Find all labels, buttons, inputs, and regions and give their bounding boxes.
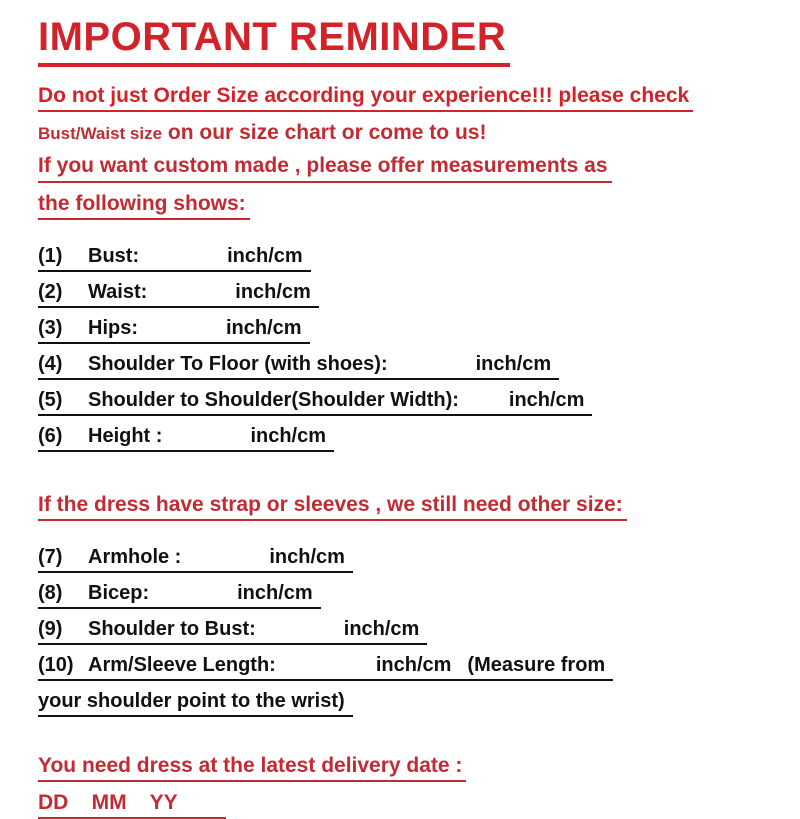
measurement-row-2: [38, 280, 319, 308]
measurement-row-8: [38, 581, 321, 609]
measurement-list-2: [38, 545, 780, 717]
measurement-unit: inch/cm: [269, 545, 345, 568]
intro-line-2-small: Bust/Waist size: [38, 124, 163, 144]
measurement-unit: inch/cm: [237, 581, 313, 604]
measurement-label: Hips:: [88, 316, 138, 339]
measurement-label: Waist:: [88, 280, 148, 303]
page-title: IMPORTANT REMINDER: [38, 14, 510, 67]
measurement-unit: inch/cm: [250, 424, 327, 447]
measurement-unit: inch/cm: [475, 352, 552, 375]
measurement-number: (10): [38, 653, 74, 676]
section-2-heading: If the dress have strap or sleeves , we still need other size:: [38, 492, 627, 521]
measurement-number: (1): [38, 244, 63, 267]
measurement-number: (2): [38, 280, 63, 303]
measurement-row-10-wrap: your shoulder point to the wrist): [38, 689, 353, 717]
intro-line-1: Do not just Order Size according your experience!!! please check: [38, 83, 693, 112]
measurement-row-1: [38, 244, 311, 272]
delivery-date-heading: You need dress at the latest delivery date :: [38, 753, 466, 782]
measurement-list: [38, 244, 780, 452]
measurement-label: Shoulder to Shoulder(Shoulder Width):: [88, 388, 459, 411]
measurement-unit: inch/cm: [226, 316, 302, 339]
measurement-row-9: [38, 617, 427, 645]
intro-line-3: If you want custom made , please offer measurements as: [38, 153, 612, 182]
measurement-label: Arm/Sleeve Length:: [88, 653, 276, 676]
delivery-date-fields: DD MM YY: [38, 790, 226, 819]
measurement-number: (9): [38, 617, 63, 640]
measurement-number: (8): [38, 581, 63, 604]
measurement-number: (4): [38, 352, 63, 375]
measurement-label: Bust:: [88, 244, 140, 267]
measurement-row-6: [38, 424, 334, 452]
intro-line-2-rest: on our size chart or come to us!: [162, 121, 487, 145]
measurement-label: Shoulder To Floor (with shoes):: [88, 352, 388, 375]
intro-line-4: the following shows:: [38, 191, 250, 220]
measurement-number: (3): [38, 316, 63, 339]
measurement-row-4: [38, 352, 559, 380]
measurement-row-10: [38, 653, 613, 681]
measurement-number: (5): [38, 388, 63, 411]
intro-line-2: [38, 120, 780, 145]
measurement-unit: inch/cm: [508, 388, 585, 411]
measurement-row-5: [38, 388, 592, 416]
measurement-label: Shoulder to Bust:: [88, 617, 256, 640]
measurement-row-7: [38, 545, 353, 573]
measurement-unit: inch/cm: [235, 280, 311, 303]
measurement-unit: inch/cm: [375, 653, 452, 676]
measurement-number: (6): [38, 424, 63, 447]
measurement-label: Height :: [88, 424, 163, 447]
measurement-label: Bicep:: [88, 581, 150, 604]
measurement-row-3: [38, 316, 310, 344]
measurement-unit: inch/cm: [343, 617, 420, 640]
measurement-number: (7): [38, 545, 63, 568]
measurement-note: (Measure from: [467, 653, 606, 676]
measurement-label: Armhole :: [88, 545, 182, 568]
measurement-unit: inch/cm: [227, 244, 303, 267]
